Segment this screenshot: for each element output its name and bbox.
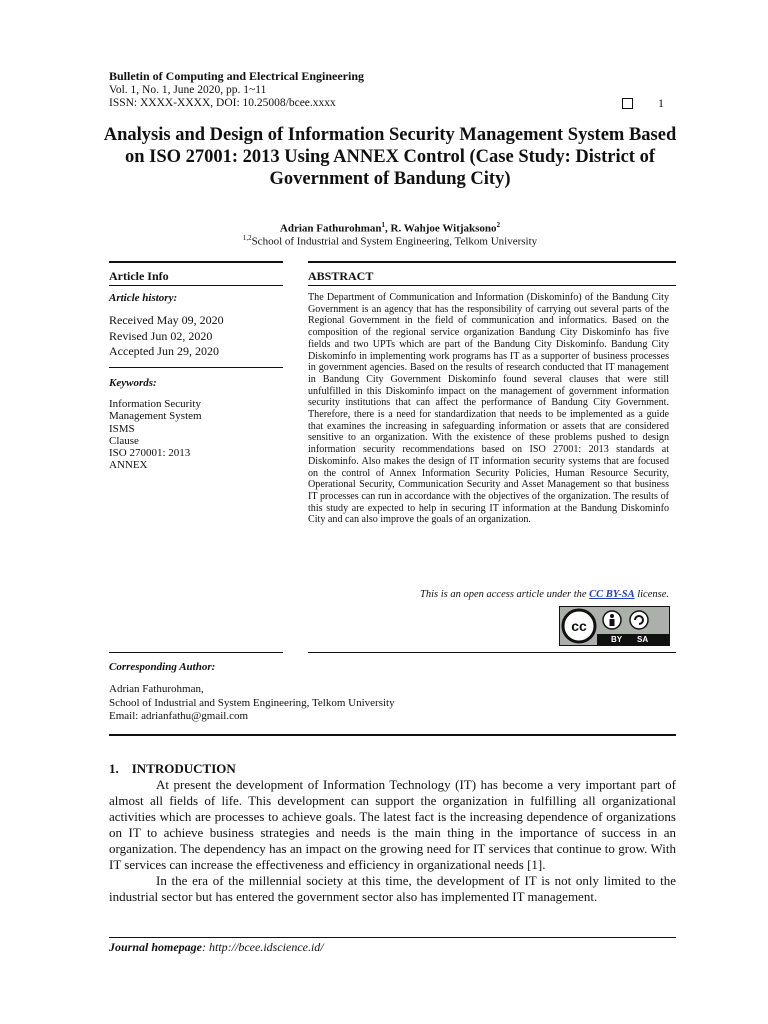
corresponding-author-label: Corresponding Author: [109, 661, 216, 673]
corresponding-affiliation: School of Industrial and System Engineering, Telkom University [109, 696, 395, 709]
keyword: Management System [109, 410, 202, 423]
license-line [300, 589, 669, 600]
received-date: Received May 09, 2020 [109, 313, 224, 327]
square-icon [622, 98, 633, 109]
divider [109, 285, 283, 286]
keywords-list [109, 398, 202, 472]
affiliation-line [100, 234, 680, 248]
divider [109, 367, 283, 368]
accepted-date: Accepted Jun 29, 2020 [109, 344, 219, 358]
article-history [109, 313, 224, 360]
divider [308, 652, 676, 653]
author-separator: , [385, 222, 391, 235]
paragraph: At present the development of Information Technology (IT) has become a very important part of almost all fields of life. This development can support the organization in fulfilling all organizational activities which are processes to achieve goals. The latest fact is the increasing dependence of organizations on IT to achieve business strategies and needs is the main thing in the importance of success in an organization. The dependency has an impact on the growing need for IT services that continue to grow. With IT services can increase the effectiveness and efficiency in organizational needs [1]. [109, 777, 676, 872]
corresponding-name: Adrian Fathurohman, [109, 683, 204, 695]
cc-by-label: BY [611, 635, 623, 644]
introduction-body [109, 777, 676, 905]
journal-homepage [109, 940, 324, 955]
divider [109, 652, 283, 653]
homepage-label: Journal homepage [109, 940, 203, 954]
keyword: ISMS [109, 422, 135, 435]
keyword: Clause [109, 434, 139, 447]
keyword: Information Security [109, 398, 201, 410]
paper-title: Analysis and Design of Information Security Management System Based on ISO 27001: 2013 Using ANNEX Control (Case Study: District of Government of Bandung City) [103, 125, 677, 189]
license-suffix: license. [634, 589, 669, 600]
article-info-heading: Article Info [109, 269, 169, 283]
attribution-head [610, 614, 614, 618]
revised-date: Revised Jun 02, 2020 [109, 328, 213, 343]
divider [308, 285, 676, 286]
keywords-label: Keywords: [109, 377, 157, 389]
cc-glyph: cc [571, 618, 587, 634]
paragraph: In the era of the millennial society at this time, the development of IT is not only limited to the industrial sector but has entered the government sector also has implemented IT management. [109, 873, 676, 904]
abstract-text: The Department of Communication and Information (Diskominfo) of the Bandung City Government is an agency that has the responsibility of carrying out several parts of the Regional Government in the field of communication and informatics. Based on the composition of the regional service organization Bandung City Diskominfo has five fields and two UPTs which are part of the Bandung City Diskominfo. Bandung City Diskominfo in implementing work programs has IT as a supporter of business processes in government agencies. Based on the results of research conducted that IT management in Bandung City Government Diskominfo found several clauses that were still unfulfilled in this Diskominfo impact on the management of government information security institutions that can affect the performance of Bandung City Government. Therefore, there is a need for standardization that needs to be implemented as a guide that examines the increasing in safeguarding information or assets that are considered sensitive to an organization. With the existence of these problems pushed to design information security recommendations based on ISO 27001: 2013 standards at Diskominfo. Also makes the design of IT information security systems that are focused on the control of Annex Information Security Policies, Human Resource Security, Operational Security, Communication Security and Asset Management so that business IT processes can run in accordance with the objectives of the organization. The results of this study are expected to help in securing IT information at the Bandung Diskominfo City and can also improve the goals of an organization. [308, 292, 669, 526]
keyword: ISO 270001: 2013 [109, 447, 191, 460]
article-history-label: Article history: [109, 292, 178, 304]
divider [308, 261, 676, 263]
divider [109, 734, 676, 736]
corresponding-email: Email: adrianfathu@gmail.com [109, 710, 249, 722]
license-prefix: This is an open access article under the [420, 589, 590, 600]
attribution-body [610, 619, 615, 626]
affiliation-superscript: 1,2 [242, 234, 252, 242]
homepage-url[interactable]: : http://bcee.idscience.id/ [202, 940, 324, 954]
author-superscript: 2 [496, 221, 501, 229]
affiliation-text: School of Industrial and System Engineering, Telkom University [251, 235, 538, 248]
introduction-heading: 1. INTRODUCTION [109, 761, 236, 776]
issn-doi: ISSN: XXXX-XXXX, DOI: 10.25008/bcee.xxxx [109, 97, 336, 109]
corresponding-author-block [109, 683, 395, 724]
volume-info: Vol. 1, No. 1, June 2020, pp. 1~11 [109, 84, 267, 96]
journal-name: Bulletin of Computing and Electrical Engineering [109, 69, 365, 83]
license-link[interactable]: CC BY-SA [589, 589, 635, 600]
author-superscript: 1 [381, 221, 385, 229]
author-name: Adrian Fathurohman [279, 222, 382, 235]
keyword: ANNEX [109, 459, 148, 472]
share-alike-icon [630, 611, 648, 629]
divider [109, 261, 283, 263]
cc-sa-label: SA [637, 635, 649, 644]
footer-divider [109, 937, 676, 938]
author-name: R. Wahjoe Witjaksono [390, 222, 497, 235]
abstract-heading: ABSTRACT [308, 269, 374, 283]
page-number: 1 [658, 96, 664, 110]
author-line [100, 221, 680, 235]
